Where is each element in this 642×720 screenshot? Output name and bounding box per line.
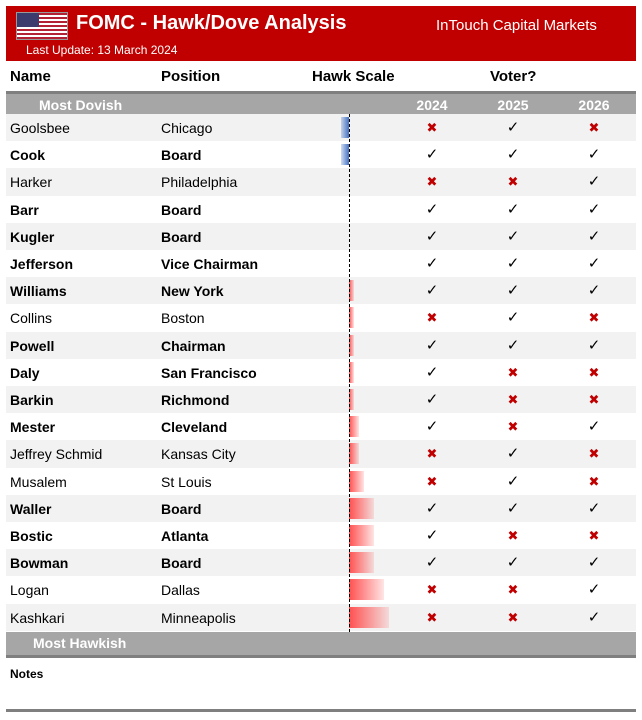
member-name: Mester xyxy=(10,419,56,436)
member-position: Dallas xyxy=(161,582,200,599)
cross-icon: ✖ xyxy=(507,609,519,625)
check-icon: ✓ xyxy=(425,554,439,572)
cross-icon: ✖ xyxy=(426,310,438,326)
member-position: Richmond xyxy=(161,392,230,408)
hawk-scale-bar xyxy=(349,525,374,546)
check-icon: ✓ xyxy=(587,146,601,164)
cross-icon: ✖ xyxy=(507,528,519,543)
check-icon: ✓ xyxy=(425,499,439,517)
check-icon: ✓ xyxy=(506,472,520,490)
year-header-2024: 2024 xyxy=(416,97,448,113)
table-row xyxy=(6,522,636,549)
check-icon: ✓ xyxy=(587,282,601,300)
member-position: Board xyxy=(161,500,202,517)
check-icon: ✓ xyxy=(506,119,520,136)
member-name: Kugler xyxy=(10,228,55,245)
table-row xyxy=(6,114,636,141)
check-icon: ✓ xyxy=(587,418,601,436)
member-name: Logan xyxy=(10,582,49,599)
cross-icon: ✖ xyxy=(507,364,519,380)
check-icon: ✓ xyxy=(506,309,520,327)
member-name: Harker xyxy=(10,174,53,191)
check-icon: ✓ xyxy=(587,581,601,599)
table-row xyxy=(6,549,636,576)
year-header-2026: 2026 xyxy=(578,97,610,113)
notes-label: Notes xyxy=(10,667,44,681)
cross-icon: ✖ xyxy=(426,473,438,489)
report-header xyxy=(6,6,636,61)
cross-icon: ✖ xyxy=(588,392,600,407)
hawk-scale-bar xyxy=(349,579,384,600)
member-name: Barkin xyxy=(10,392,54,408)
table-row xyxy=(6,576,636,603)
check-icon: ✓ xyxy=(587,255,601,272)
member-name: Kashkari xyxy=(10,609,65,626)
member-name: Goolsbee xyxy=(10,120,70,136)
member-position: Minneapolis xyxy=(161,609,236,626)
table-row xyxy=(6,386,636,413)
hawk-scale-axis xyxy=(349,114,350,632)
check-icon: ✓ xyxy=(425,363,439,381)
member-name: Bostic xyxy=(10,528,53,544)
hawk-scale-bar xyxy=(341,144,349,165)
year-header-2025: 2025 xyxy=(497,97,529,113)
cross-icon: ✖ xyxy=(507,174,519,190)
most-dovish-label: Most Dovish xyxy=(39,97,123,113)
cross-icon: ✖ xyxy=(588,364,600,380)
check-icon: ✓ xyxy=(425,146,439,164)
check-icon: ✓ xyxy=(587,499,601,517)
column-header-name: Name xyxy=(10,68,51,85)
most-dovish-band xyxy=(6,91,636,116)
hawk-scale-bar xyxy=(349,607,389,628)
member-position: Board xyxy=(161,201,202,218)
member-name: Waller xyxy=(10,500,52,517)
cross-icon: ✖ xyxy=(588,310,600,326)
member-position: Board xyxy=(161,147,202,164)
table-row xyxy=(6,468,636,495)
most-hawkish-label: Most Hawkish xyxy=(33,635,127,651)
member-name: Cook xyxy=(10,147,45,164)
check-icon: ✓ xyxy=(506,227,520,245)
member-name: Collins xyxy=(10,310,53,327)
last-update: Last Update: 13 March 2024 xyxy=(26,43,178,57)
column-header-voter: Voter? xyxy=(490,68,537,85)
check-icon: ✓ xyxy=(425,336,439,354)
member-position: Boston xyxy=(161,310,205,327)
member-position: Philadelphia xyxy=(161,174,238,191)
check-icon: ✓ xyxy=(425,200,439,218)
member-name: Williams xyxy=(10,283,67,300)
cross-icon: ✖ xyxy=(426,582,438,598)
member-name: Jeffrey Schmid xyxy=(10,446,103,463)
member-position: Kansas City xyxy=(161,446,236,463)
hawk-scale-bar xyxy=(349,471,364,492)
check-icon: ✓ xyxy=(506,255,520,272)
table-row xyxy=(6,332,636,359)
check-icon: ✓ xyxy=(425,391,439,408)
check-icon: ✓ xyxy=(587,227,601,245)
hawk-scale-bar xyxy=(349,416,359,437)
member-position: Cleveland xyxy=(161,419,228,436)
cross-icon: ✖ xyxy=(507,419,519,435)
member-position: San Francisco xyxy=(161,364,257,381)
report-title: FOMC - Hawk/Dove Analysis xyxy=(76,12,347,34)
cross-icon: ✖ xyxy=(507,392,519,407)
check-icon: ✓ xyxy=(425,418,439,436)
table-row xyxy=(6,413,636,440)
check-icon: ✓ xyxy=(587,173,601,191)
publisher-name: InTouch Capital Markets xyxy=(436,17,597,34)
check-icon: ✓ xyxy=(425,255,439,272)
hawk-scale-bar xyxy=(349,443,359,464)
table-row xyxy=(6,168,636,195)
check-icon: ✓ xyxy=(506,282,520,300)
table-row xyxy=(6,359,636,386)
hawk-scale-bar xyxy=(349,498,374,519)
cross-icon: ✖ xyxy=(588,473,600,489)
table-row xyxy=(6,223,636,250)
member-position: Atlanta xyxy=(161,528,209,544)
column-header-hawk-scale: Hawk Scale xyxy=(312,68,395,85)
member-position: Chairman xyxy=(161,337,226,354)
member-name: Jefferson xyxy=(10,256,74,272)
table-row xyxy=(6,604,636,631)
check-icon: ✓ xyxy=(587,608,601,626)
member-position: New York xyxy=(161,283,224,300)
member-position: St Louis xyxy=(161,473,212,490)
member-name: Barr xyxy=(10,201,39,218)
check-icon: ✓ xyxy=(587,200,601,218)
check-icon: ✓ xyxy=(587,554,601,572)
member-name: Daly xyxy=(10,364,40,381)
cross-icon: ✖ xyxy=(426,446,438,462)
check-icon: ✓ xyxy=(425,527,439,544)
member-name: Musalem xyxy=(10,473,67,490)
cross-icon: ✖ xyxy=(426,174,438,190)
check-icon: ✓ xyxy=(587,336,601,354)
table-row xyxy=(6,277,636,304)
bottom-rule xyxy=(6,709,636,712)
table-row xyxy=(6,440,636,467)
check-icon: ✓ xyxy=(425,227,439,245)
check-icon: ✓ xyxy=(506,445,520,463)
table-row xyxy=(6,250,636,277)
cross-icon: ✖ xyxy=(588,528,600,543)
member-position: Vice Chairman xyxy=(161,256,259,272)
table-row xyxy=(6,141,636,168)
member-position: Board xyxy=(161,555,202,572)
cross-icon: ✖ xyxy=(426,609,438,625)
cross-icon: ✖ xyxy=(588,446,600,462)
column-header-position: Position xyxy=(161,68,221,85)
table-row xyxy=(6,495,636,522)
member-name: Bowman xyxy=(10,555,69,572)
check-icon: ✓ xyxy=(506,200,520,218)
table-row xyxy=(6,304,636,331)
cross-icon: ✖ xyxy=(426,120,438,135)
check-icon: ✓ xyxy=(506,499,520,517)
check-icon: ✓ xyxy=(506,554,520,572)
cross-icon: ✖ xyxy=(507,582,519,598)
table-row xyxy=(6,196,636,223)
member-position: Chicago xyxy=(161,120,213,136)
us-flag-icon xyxy=(16,12,68,40)
hawk-scale-bar xyxy=(349,552,374,573)
member-name: Powell xyxy=(10,337,55,354)
check-icon: ✓ xyxy=(506,146,520,164)
member-position: Board xyxy=(161,228,202,245)
most-hawkish-band xyxy=(6,632,636,658)
check-icon: ✓ xyxy=(425,282,439,300)
hawk-scale-bar xyxy=(341,117,349,138)
cross-icon: ✖ xyxy=(588,120,600,135)
check-icon: ✓ xyxy=(506,336,520,354)
